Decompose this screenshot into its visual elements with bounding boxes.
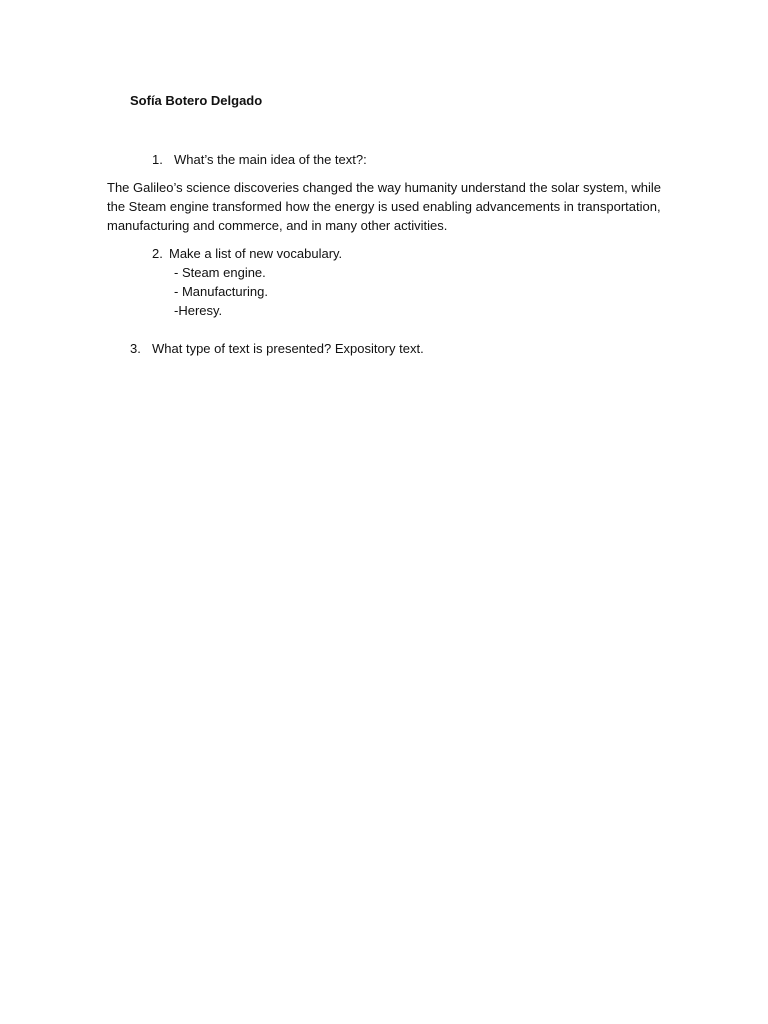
vocabulary-item: -Heresy.: [174, 303, 223, 318]
question-3-text: What type of text is presented? Expository text.: [152, 341, 424, 356]
question-1-text: What’s the main idea of the text?:: [174, 152, 367, 167]
vocabulary-item: - Steam engine.: [174, 265, 266, 280]
answer-1-line: the Steam engine transformed how the energy is used enabling advancements in transportation,: [107, 199, 661, 214]
question-2: [152, 244, 342, 263]
author-name: Sofía Botero Delgado: [130, 93, 263, 108]
question-2-number: 2.: [152, 246, 163, 261]
question-3: [130, 339, 424, 358]
question-2-text: Make a list of new vocabulary.: [169, 246, 343, 261]
question-3-number: 3.: [130, 341, 141, 356]
question-1: [152, 150, 367, 169]
answer-1-line: The Galileo’s science discoveries changed the way humanity understand the solar system, while: [107, 180, 661, 195]
vocabulary-item: - Manufacturing.: [174, 284, 268, 299]
answer-1-line: manufacturing and commerce, and in many other activities.: [107, 218, 448, 233]
question-1-number: 1.: [152, 152, 163, 167]
answer-1-paragraph: [107, 178, 667, 235]
vocabulary-list: [174, 263, 268, 320]
